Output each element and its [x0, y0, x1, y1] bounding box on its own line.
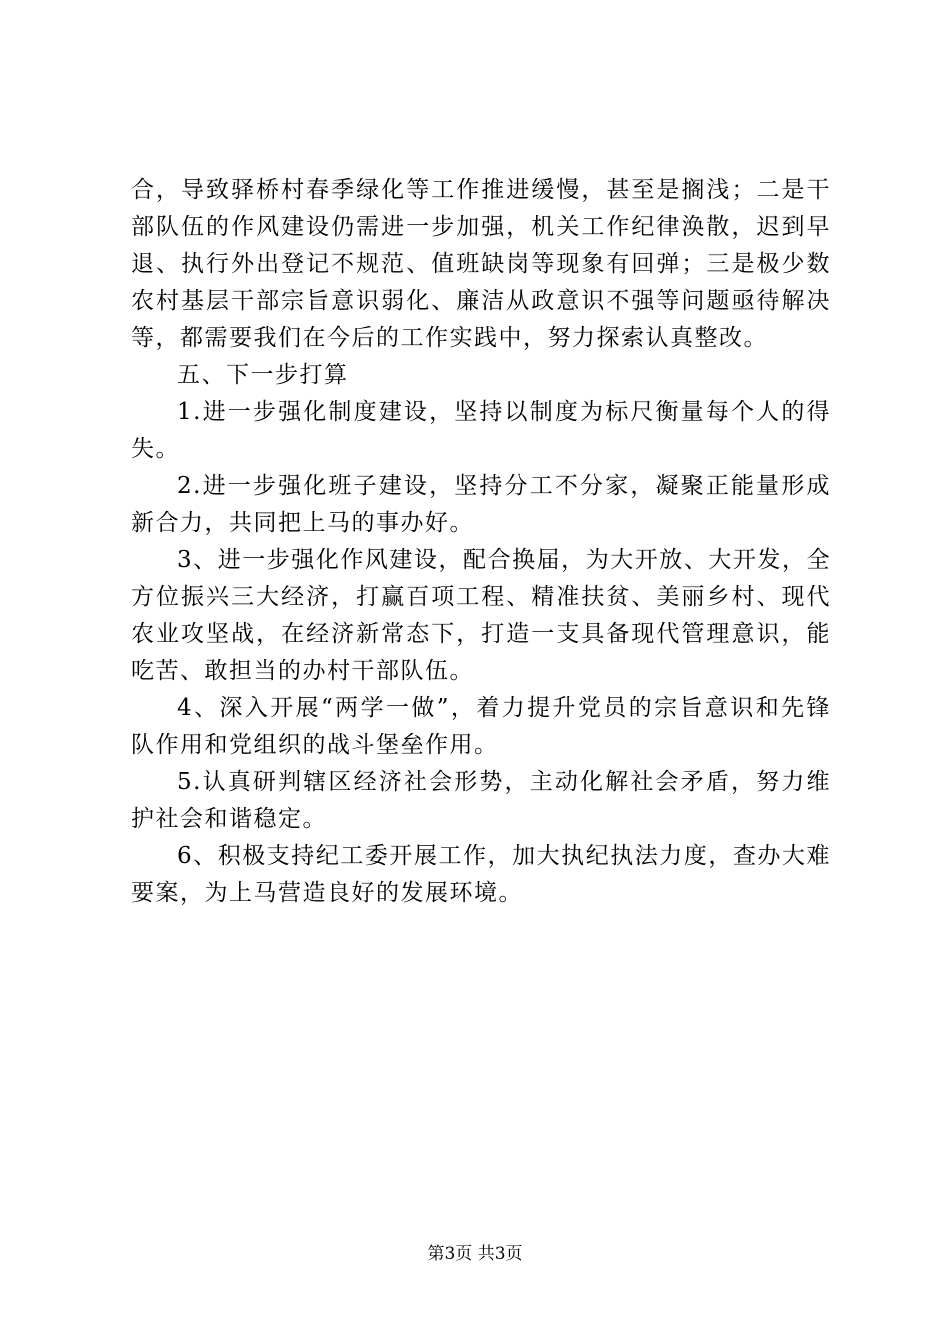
list-item-1: 1.进一步强化制度建设，坚持以制度为标尺衡量每个人的得失。: [131, 399, 831, 462]
document-body: [131, 172, 831, 912]
paragraph-continuation: 合，导致驿桥村春季绿化等工作推进缓慢，甚至是搁浅；二是干部队伍的作风建设仍需进一步加强，机关工作纪律涣散，迟到早退、执行外出登记不规范、值班缺岗等现象有回弹；三是极少数农村基层干部宗旨意识弱化、廉洁从政意识不强等问题亟待解决等，都需要我们在今后的工作实践中，努力探索认真整改。: [131, 177, 831, 351]
page-footer: 第3页 共3页: [427, 1244, 523, 1264]
list-item-5: 5.认真研判辖区经济社会形势，主动化解社会矛盾，努力维护社会和谐稳定。: [131, 769, 831, 832]
list-item-6: 6、积极支持纪工委开展工作，加大执纪执法力度，查办大难要案，为上马营造良好的发展环境。: [131, 843, 831, 906]
section-heading-next-steps: 五、下一步打算: [177, 362, 349, 388]
list-item-2: 2.进一步强化班子建设，坚持分工不分家，凝聚正能量形成新合力，共同把上马的事办好。: [131, 473, 831, 536]
list-item-3: 3、进一步强化作风建设，配合换届，为大开放、大开发，全方位振兴三大经济，打赢百项工程、精准扶贫、美丽乡村、现代农业攻坚战，在经济新常态下，打造一支具备现代管理意识，能吃苦、敢担当的办村干部队伍。: [131, 547, 831, 684]
list-item-4: 4、深入开展“两学一做”，着力提升党员的宗旨意识和先锋队作用和党组织的战斗堡垒作用。: [131, 695, 831, 758]
